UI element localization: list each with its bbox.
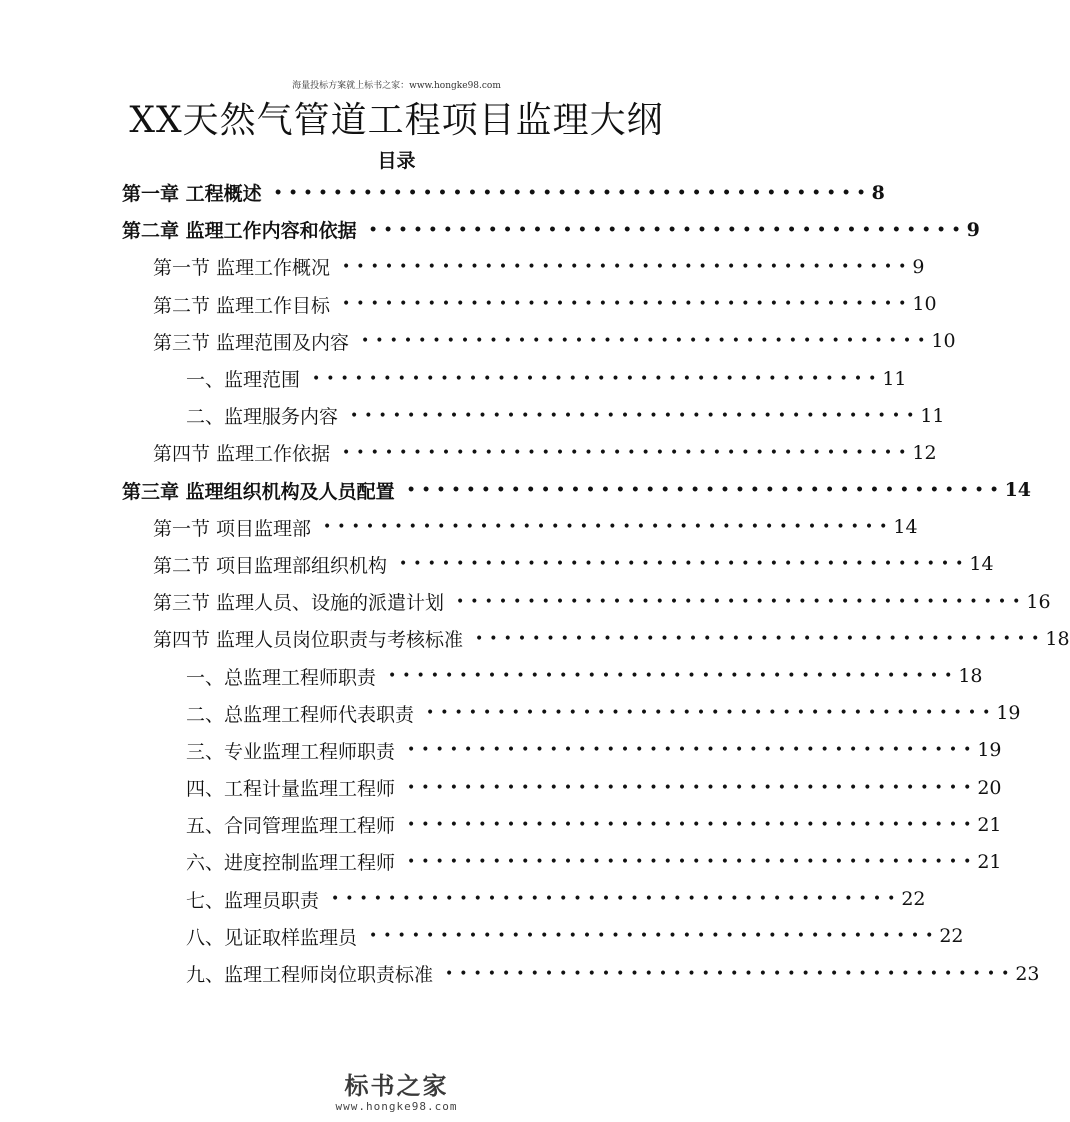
toc-entry-page: 10 bbox=[912, 293, 937, 316]
toc-entry-label: 第三节 监理范围及内容 bbox=[153, 331, 350, 354]
toc-entry-page: 22 bbox=[901, 888, 926, 911]
toc-entry-label: 第三章 监理组织机构及人员配置 bbox=[122, 480, 395, 503]
toc-entry-page: 16 bbox=[1026, 590, 1051, 613]
toc-entry[interactable] bbox=[0, 211, 980, 248]
toc-leader-dots: •••••••••••••••••••••••••••••••••••••••• bbox=[342, 296, 913, 313]
toc-entry-label: 第一节 监理工作概况 bbox=[153, 257, 331, 280]
toc-entry-page: 14 bbox=[969, 553, 994, 576]
toc-entry[interactable] bbox=[0, 286, 937, 323]
toc-entry[interactable] bbox=[0, 732, 1002, 769]
toc-leader-dots: •••••••••••••••••••••••••••••••••••••••• bbox=[369, 928, 940, 945]
toc-entry-page: 19 bbox=[996, 702, 1021, 725]
toc-entry-page: 10 bbox=[931, 330, 956, 353]
footer-url: www.hongke98.com bbox=[335, 1100, 458, 1113]
toc-leader-dots: •••••••••••••••••••••••••••••••••••••••• bbox=[407, 742, 978, 759]
toc-entry[interactable] bbox=[0, 806, 1002, 843]
toc-entry[interactable] bbox=[0, 546, 994, 583]
toc-heading: 目录 bbox=[377, 150, 416, 172]
toc-leader-dots: •••••••••••••••••••••••••••••••••••••••• bbox=[445, 965, 1016, 982]
toc-entry[interactable] bbox=[0, 843, 1002, 880]
toc-entry[interactable] bbox=[0, 769, 1002, 806]
toc-leader-dots: •••••••••••••••••••••••••••••••••••••••• bbox=[399, 556, 970, 573]
toc-entry-label: 五、合同管理监理工程师 bbox=[186, 815, 396, 838]
toc-entry[interactable] bbox=[0, 397, 945, 434]
toc-entry-page: 21 bbox=[977, 813, 1002, 836]
toc-entry[interactable] bbox=[0, 583, 1051, 620]
toc-leader-dots: •••••••••••••••••••••••••••••••••••••••• bbox=[406, 482, 1005, 499]
toc-entry-page: 11 bbox=[920, 404, 945, 427]
toc-entry-page: 21 bbox=[977, 850, 1002, 873]
toc-entry-label: 六、进度控制监理工程师 bbox=[186, 852, 396, 875]
toc-entry-label: 第二节 项目监理部组织机构 bbox=[153, 554, 388, 577]
toc-leader-dots: •••••••••••••••••••••••••••••••••••••••• bbox=[456, 593, 1027, 610]
toc-entry-page: 12 bbox=[912, 441, 937, 464]
toc-entry-label: 第一节 项目监理部 bbox=[153, 517, 312, 540]
toc-leader-dots: •••••••••••••••••••••••••••••••••••••••• bbox=[368, 221, 967, 238]
table-of-contents bbox=[0, 174, 1070, 992]
toc-entry-label: 一、总监理工程师职责 bbox=[186, 666, 377, 689]
toc-entry-page: 18 bbox=[1045, 627, 1070, 650]
toc-entry-label: 八、见证取样监理员 bbox=[186, 926, 358, 949]
document-title: XX天然气管道工程项目监理大纲 bbox=[129, 100, 664, 141]
toc-leader-dots: •••••••••••••••••••••••••••••••••••••••• bbox=[407, 779, 978, 796]
toc-entry[interactable] bbox=[0, 620, 1070, 657]
header-note: 海量投标方案就上标书之家：www.hongke98.com bbox=[292, 81, 501, 91]
toc-entry-label: 第二节 监理工作目标 bbox=[153, 294, 331, 317]
toc-entry-label: 第二章 监理工作内容和依据 bbox=[122, 220, 357, 243]
toc-entry-page: 23 bbox=[1015, 962, 1040, 985]
toc-entry-label: 四、工程计量监理工程师 bbox=[186, 778, 396, 801]
toc-leader-dots: •••••••••••••••••••••••••••••••••••••••• bbox=[388, 668, 959, 685]
toc-leader-dots: •••••••••••••••••••••••••••••••••••••••• bbox=[350, 407, 921, 424]
toc-entry[interactable] bbox=[0, 657, 983, 694]
toc-entry-label: 第四节 监理人员岗位职责与考核标准 bbox=[153, 629, 464, 652]
toc-entry-label: 第三节 监理人员、设施的派遣计划 bbox=[153, 592, 445, 615]
toc-leader-dots: •••••••••••••••••••••••••••••••••••••••• bbox=[323, 519, 894, 536]
toc-entry[interactable] bbox=[0, 509, 918, 546]
toc-entry-label: 三、专业监理工程师职责 bbox=[186, 740, 396, 763]
toc-entry-label: 第四节 监理工作依据 bbox=[153, 443, 331, 466]
toc-leader-dots: •••••••••••••••••••••••••••••••••••••••• bbox=[331, 891, 902, 908]
toc-leader-dots: •••••••••••••••••••••••••••••••••••••••• bbox=[273, 184, 872, 201]
footer-logo: 标书之家 bbox=[344, 1072, 449, 1100]
toc-entry-page: 9 bbox=[966, 218, 980, 241]
toc-entry-page: 14 bbox=[893, 516, 918, 539]
toc-entry[interactable] bbox=[0, 472, 1032, 509]
toc-entry-label: 第一章 工程概述 bbox=[122, 183, 262, 206]
toc-leader-dots: •••••••••••••••••••••••••••••••••••••••• bbox=[312, 370, 883, 387]
toc-leader-dots: •••••••••••••••••••••••••••••••••••••••• bbox=[407, 816, 978, 833]
toc-entry[interactable] bbox=[0, 881, 926, 918]
toc-entry-label: 七、监理员职责 bbox=[186, 889, 320, 912]
toc-entry[interactable] bbox=[0, 955, 1040, 992]
toc-leader-dots: •••••••••••••••••••••••••••••••••••••••• bbox=[342, 444, 913, 461]
toc-leader-dots: •••••••••••••••••••••••••••••••••••••••• bbox=[426, 705, 997, 722]
toc-entry[interactable] bbox=[0, 323, 956, 360]
toc-entry[interactable] bbox=[0, 434, 937, 471]
toc-entry[interactable] bbox=[0, 360, 907, 397]
toc-entry[interactable] bbox=[0, 695, 1021, 732]
toc-entry[interactable] bbox=[0, 918, 964, 955]
toc-entry-page: 19 bbox=[977, 739, 1002, 762]
toc-leader-dots: •••••••••••••••••••••••••••••••••••••••• bbox=[361, 333, 932, 350]
toc-leader-dots: •••••••••••••••••••••••••••••••••••••••• bbox=[475, 630, 1046, 647]
toc-entry-label: 二、监理服务内容 bbox=[186, 406, 339, 429]
toc-entry-page: 20 bbox=[977, 776, 1002, 799]
toc-entry-page: 14 bbox=[1004, 479, 1032, 502]
toc-entry-page: 8 bbox=[871, 181, 885, 204]
toc-entry-page: 22 bbox=[939, 925, 964, 948]
toc-entry[interactable] bbox=[0, 174, 885, 211]
toc-entry-page: 9 bbox=[912, 255, 925, 278]
toc-entry-label: 一、监理范围 bbox=[186, 369, 301, 392]
toc-entry-label: 二、总监理工程师代表职责 bbox=[186, 703, 415, 726]
toc-entry-page: 11 bbox=[882, 367, 907, 390]
toc-leader-dots: •••••••••••••••••••••••••••••••••••••••• bbox=[342, 258, 913, 275]
toc-leader-dots: •••••••••••••••••••••••••••••••••••••••• bbox=[407, 853, 978, 870]
toc-entry-page: 18 bbox=[958, 665, 983, 688]
toc-entry-label: 九、监理工程师岗位职责标准 bbox=[186, 964, 434, 987]
toc-entry[interactable] bbox=[0, 248, 925, 285]
